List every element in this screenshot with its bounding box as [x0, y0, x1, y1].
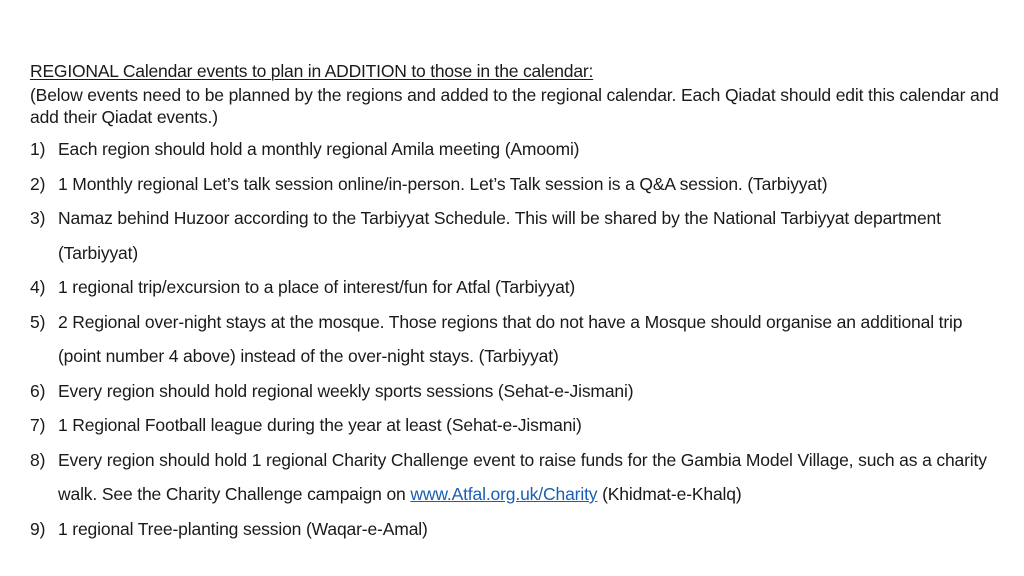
slide-content	[30, 60, 1000, 546]
item-text-before-link: Every region should hold 1 regional Charity Challenge event to raise funds for the Gambia Model Village, such as a charity walk. See the Charity Challenge campaign on	[58, 449, 987, 504]
item-text: Each region should hold a monthly regional Amila meeting (Amoomi)	[58, 139, 580, 159]
intro-text: (Below events need to be planned by the regions and added to the regional calendar. Each Qiadat should edit this calendar and add their Qiadat events.)	[30, 85, 999, 127]
list-item	[30, 408, 1000, 443]
list-item	[30, 201, 1000, 270]
list-item	[30, 443, 1000, 512]
charity-link[interactable]: www.Atfal.org.uk/Charity	[410, 484, 598, 504]
item-number: 8)	[30, 449, 46, 470]
slide-heading: REGIONAL Calendar events to plan in ADDITION to those in the calendar:	[30, 61, 594, 81]
list-item	[30, 512, 1000, 547]
list-item	[30, 374, 1000, 409]
item-number: 7)	[30, 415, 46, 435]
list-item	[30, 167, 1000, 202]
list-item	[30, 270, 1000, 305]
item-text: 1 regional Tree-planting session (Waqar-e-Amal)	[58, 518, 428, 539]
item-number: 6)	[30, 380, 46, 401]
item-text: Namaz behind Huzoor according to the Tarbiyyat Schedule. This will be shared by the National Tarbiyyat department (Tarbiyyat)	[58, 208, 941, 263]
item-number: 5)	[30, 311, 46, 332]
item-text: 1 Regional Football league during the year at least (Sehat-e-Jismani)	[58, 415, 582, 435]
item-text: 2 Regional over-night stays at the mosque. Those regions that do not have a Mosque should organise an additional trip (point number 4 above) instead of the over-night stays. (Tarbiyyat)	[58, 311, 963, 366]
events-list	[30, 132, 1000, 546]
item-text: 1 Monthly regional Let’s talk session online/in-person. Let’s Talk session is a Q&A session. (Tarbiyyat)	[58, 173, 828, 194]
item-number: 1)	[30, 139, 46, 159]
item-text: Every region should hold regional weekly sports sessions (Sehat-e-Jismani)	[58, 380, 634, 401]
list-item	[30, 305, 1000, 374]
item-number: 4)	[30, 277, 46, 297]
item-number: 2)	[30, 173, 46, 194]
item-text-after-link: (Khidmat-e-Khalq)	[597, 484, 742, 504]
item-number: 3)	[30, 208, 46, 228]
item-text: 1 regional trip/excursion to a place of interest/fun for Atfal (Tarbiyyat)	[58, 277, 576, 297]
item-number: 9)	[30, 518, 46, 539]
list-item	[30, 132, 1000, 167]
